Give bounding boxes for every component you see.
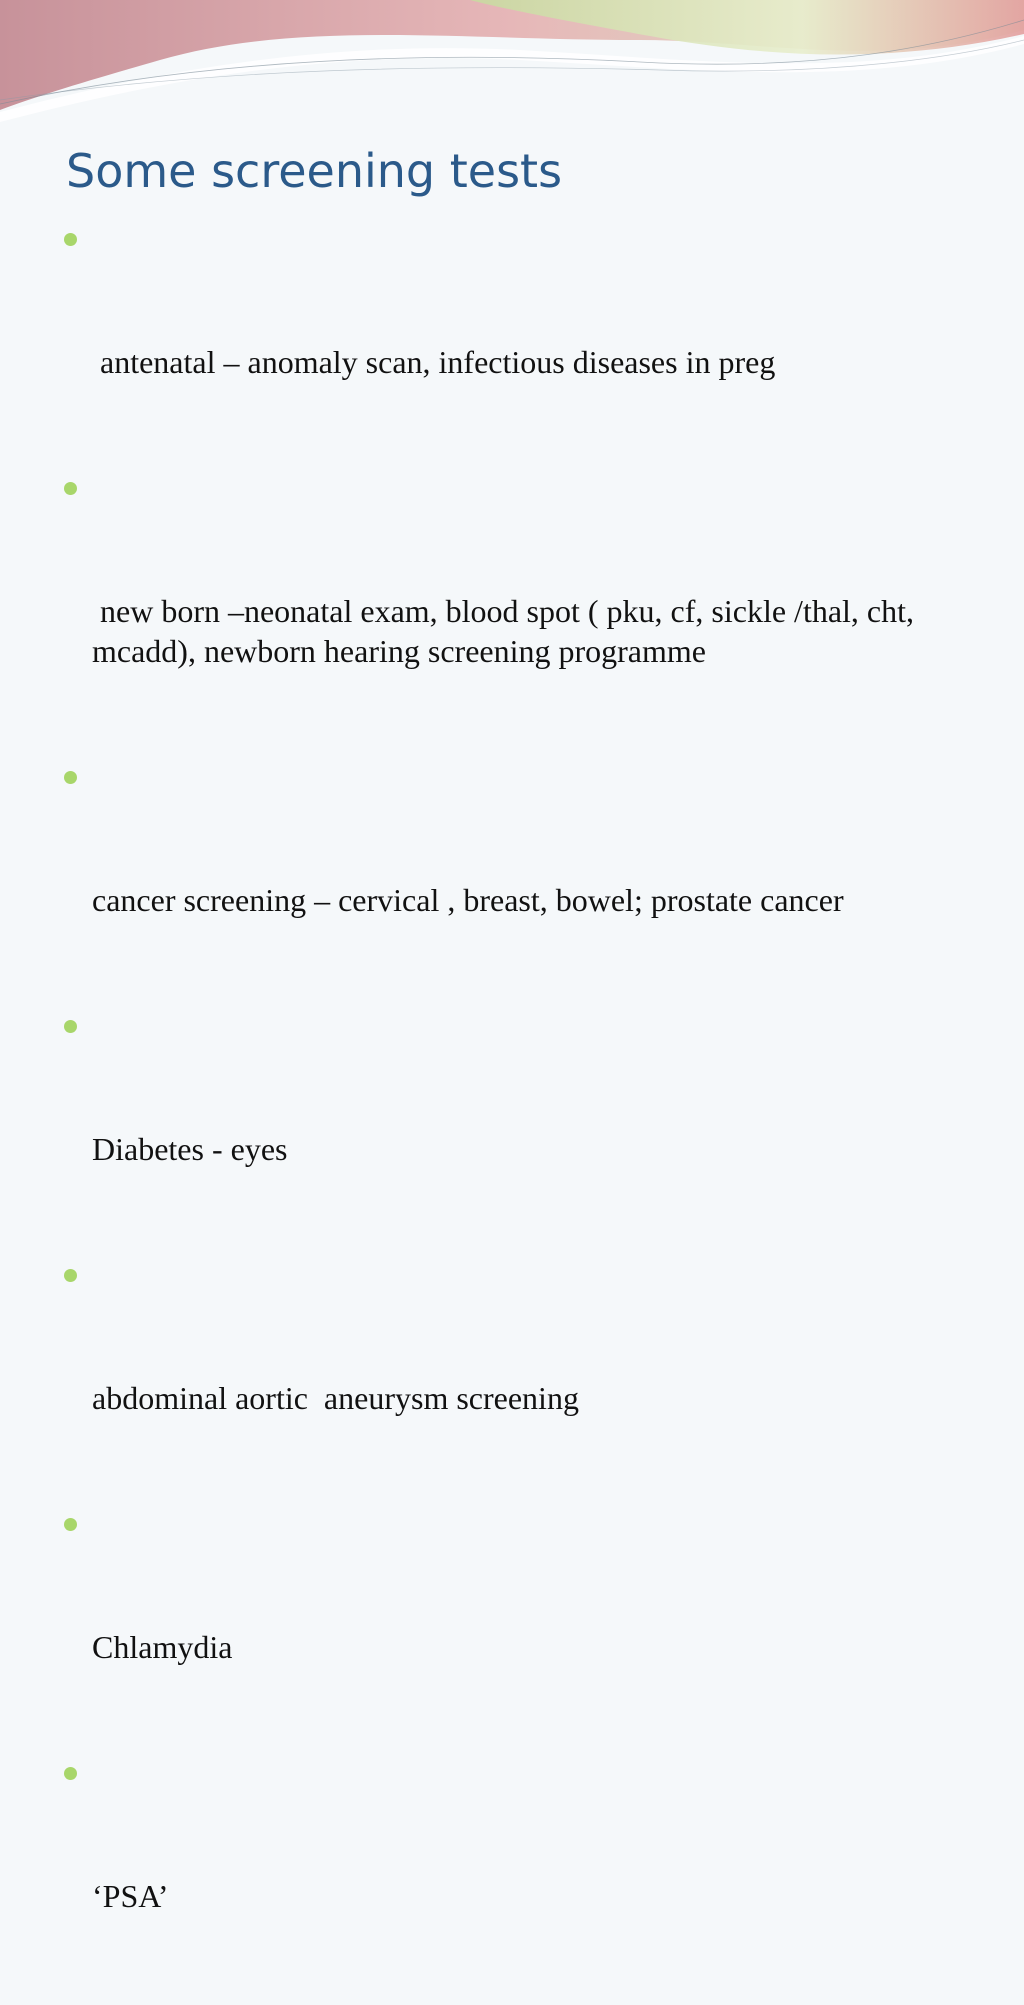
- bullet-text: antenatal – anomaly scan, infectious diseases in preg: [92, 344, 776, 380]
- bullet-cancer-screening: [62, 760, 962, 1000]
- bullet-diabetes: [62, 1009, 962, 1249]
- bullet-dot-icon: [64, 1767, 77, 1780]
- bullet-psa: [62, 1756, 962, 1996]
- bullet-text: new born –neonatal exam, blood spot ( pku, cf, sickle /thal, cht, mcadd), newborn hearing screening programme: [92, 593, 923, 669]
- bullet-aaa-screening: [62, 1258, 962, 1498]
- bullet-chlamydia: [62, 1507, 962, 1747]
- bullet-text: abdominal aortic aneurysm screening: [92, 1380, 579, 1416]
- bullet-dot-icon: [64, 1269, 77, 1282]
- bullet-dot-icon: [64, 1020, 77, 1033]
- bullet-text: Diabetes - eyes: [92, 1131, 288, 1167]
- slide-title: Some screening tests: [66, 144, 563, 198]
- bullet-dot-icon: [64, 1518, 77, 1531]
- bullet-text: ‘PSA’: [92, 1878, 169, 1914]
- bullet-text: Chlamydia: [92, 1629, 233, 1665]
- bullet-dot-icon: [64, 771, 77, 784]
- bullet-list: [62, 222, 962, 2005]
- bullet-text: cancer screening – cervical , breast, bowel; prostate cancer: [92, 882, 844, 918]
- bullet-dot-icon: [64, 233, 77, 246]
- bullet-antenatal: [62, 222, 962, 462]
- bullet-dot-icon: [64, 482, 77, 495]
- header-wave-decoration: [0, 0, 1024, 140]
- bullet-new-born: [62, 471, 962, 751]
